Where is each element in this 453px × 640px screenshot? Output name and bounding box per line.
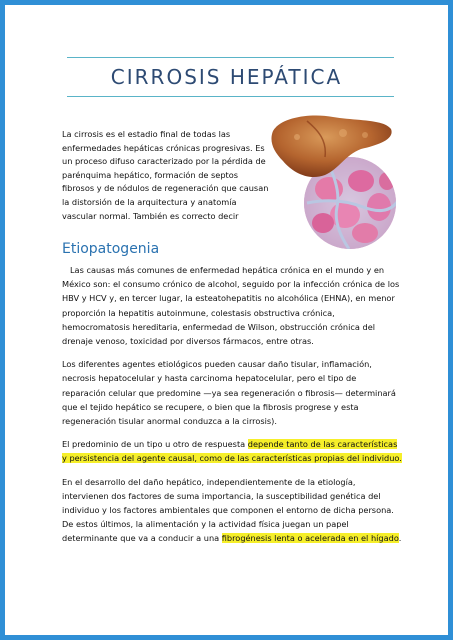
- page-title: CIRROSIS HEPÁTICA: [110, 65, 343, 89]
- title-rule-top: [67, 57, 394, 58]
- liver-histology-illustration: [267, 111, 405, 251]
- paragraph-agents: Los diferentes agentes etiológicos pueden causar daño tisular, inflamación, necrosis hepatocelular y hasta carcinoma hepatocelular, pero el tipo de reparación celular que predomine —ya sea regeneración o fibrosis— determinará que el tejido hepático se recupere, o bien que la fibrosis progrese y esta regeneración tisular anormal conduzca a la cirrosis).: [62, 359, 396, 427]
- intro-paragraph: La cirrosis es el estadio final de todas las enfermedades hepáticas crónicas progresivas. Es un proceso difuso caracterizado por la pérdida de parénquima hepático, formación de septos fibrosos y de nódulos de regeneración que causan la distorsión de la arquitectura y anatomía vascular normal. También es correcto decir: [62, 129, 269, 221]
- paragraph-factors-end: .: [398, 533, 402, 544]
- paragraph-factors-text: En el desarrollo del daño hepático, independientemente de la etiología, intervienen dos factores de suma importancia, la susceptibilidad genética del individuo y los factores ambientales que componen el entorno de dicha persona. De estos últimos, la alimentación y la actividad física juegan un papel determinante que va a conducir a una: [62, 476, 394, 544]
- paragraph-response: [62, 437, 402, 465]
- highlighted-text: depende tanto de las características y persistencia del agente causal, como de las características propias del individuo.: [62, 439, 402, 464]
- paragraph-factors: [62, 475, 402, 546]
- section-heading-etiopatogenia: Etiopatogenia: [62, 241, 160, 257]
- title-rule-bottom: [67, 96, 394, 97]
- body-text: [62, 263, 402, 555]
- paragraph-response-text: El predominio de un tipo u otro de respuesta: [62, 439, 248, 450]
- paragraph-causes: Las causas más comunes de enfermedad hepática crónica en el mundo y en México son: el consumo crónico de alcohol, seguido por la infección crónica de los HBV y HCV y, en tercer lugar, la esteatohepatitis no alcohólica (EHNA), en menor proporción la hepatitis autoinmune, colestasis obstructiva crónica, hemocromatosis hereditaria, enfermedad de Wilson, obstrucción crónica del drenaje venoso, toxicidad por diversos fármacos, entre otras.: [62, 265, 400, 347]
- highlighted-text: fibrogénesis lenta o acelerada en el hígado: [221, 533, 399, 544]
